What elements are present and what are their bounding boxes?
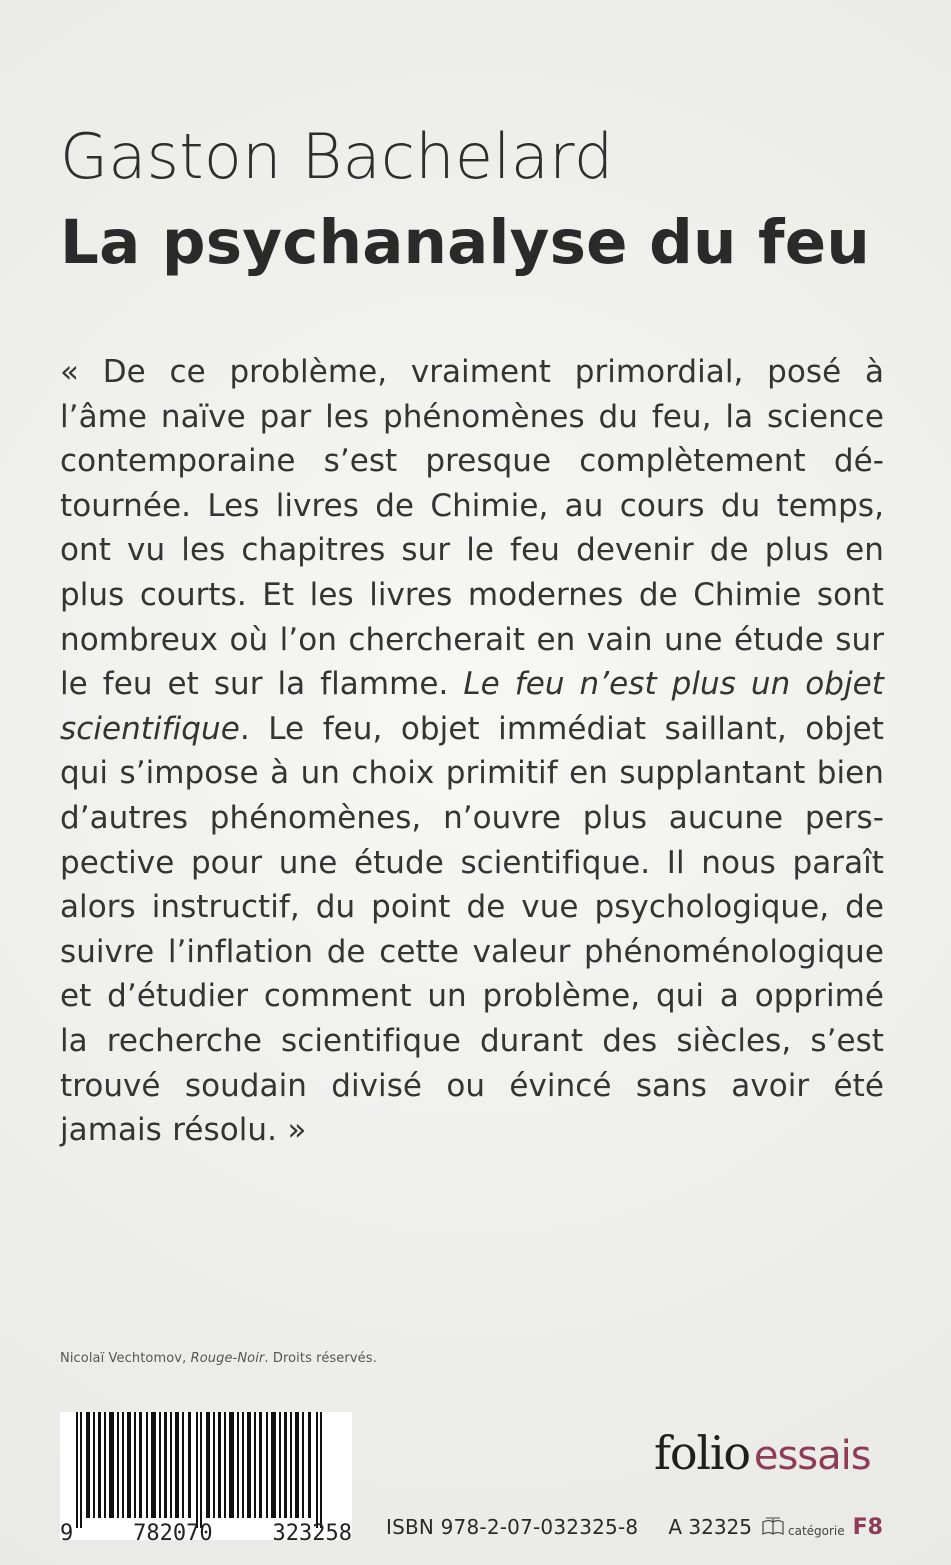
back-cover-blurb	[60, 350, 884, 1153]
credit-work: Rouge-Noir	[190, 1351, 265, 1366]
category-code: F8	[852, 1514, 883, 1540]
barcode-digit-group: 323258	[272, 1520, 352, 1546]
price-code: A 32325	[668, 1515, 752, 1539]
blurb-line: plus courts. Et les livres modernes de Chimie sont	[60, 576, 884, 613]
category-label: catégorie	[788, 1524, 845, 1538]
blurb-text-segment: le feu et sur la flamme.	[60, 666, 449, 703]
isbn-and-category-line	[386, 1512, 883, 1542]
blurb-line: suivre l’inflation de cette valeur phénoménologique	[60, 933, 884, 970]
blurb-line: alors instructif, du point de vue psychologique, de	[60, 889, 884, 926]
book-title: La psychanalyse du feu	[60, 207, 870, 278]
blurb-line: la recherche scientifique durant des siècles, s’est	[60, 1022, 884, 1059]
blurb-line: pective pour une étude scientifique. Il nous paraît	[60, 844, 884, 881]
blurb-italic-segment: scientifique	[60, 710, 240, 747]
blurb-line: ont vu les chapitres sur le feu devenir de plus en	[60, 532, 884, 569]
blurb-line: l’âme naïve par les phénomènes du feu, la science	[60, 398, 884, 435]
author-name: Gaston Bachelard	[60, 120, 614, 193]
essais-wordmark: essais	[753, 1433, 871, 1479]
blurb-italic-segment: Le feu n’est plus un objet	[463, 666, 885, 703]
blurb-line: trouvé soudain divisé ou évincé sans avoir été	[60, 1067, 884, 1104]
blurb-mixed-line	[60, 707, 884, 752]
blurb-line: « De ce problème, vraiment primordial, posé à	[60, 354, 884, 390]
blurb-line: tournée. Les livres de Chimie, au cours du temps,	[60, 487, 884, 524]
credit-rights: . Droits réservés.	[264, 1351, 377, 1366]
blurb-line: d’autres phénomènes, n’ouvre plus aucune pers-	[60, 799, 884, 836]
credit-artist: Nicolaï Vechtomov,	[60, 1351, 191, 1366]
blurb-mixed-line	[60, 662, 884, 707]
barcode-digit-group: 782070	[133, 1520, 213, 1546]
blurb-line: nombreux où l’on chercherait en vain une étude sur	[60, 621, 884, 658]
blurb-line: et d’étudier comment un problème, qui a opprimé	[60, 978, 884, 1015]
barcode-digit-group: 9	[60, 1520, 74, 1546]
folio-wordmark: folio	[654, 1426, 750, 1480]
open-book-icon	[760, 1514, 786, 1540]
barcode-digits	[60, 1521, 352, 1545]
blurb-line: contemporaine s’est presque complètement dé-	[60, 443, 884, 480]
isbn-number: ISBN 978-2-07-032325-8	[386, 1515, 639, 1539]
blurb-line: jamais résolu. »	[60, 1112, 307, 1149]
blurb-line: qui s’impose à un choix primitif en supplantant bien	[60, 755, 884, 792]
blurb-text-segment: . Le feu, objet immédiat saillant, objet	[239, 710, 884, 747]
image-credit	[60, 1351, 377, 1366]
folio-essais-logo	[654, 1426, 894, 1486]
